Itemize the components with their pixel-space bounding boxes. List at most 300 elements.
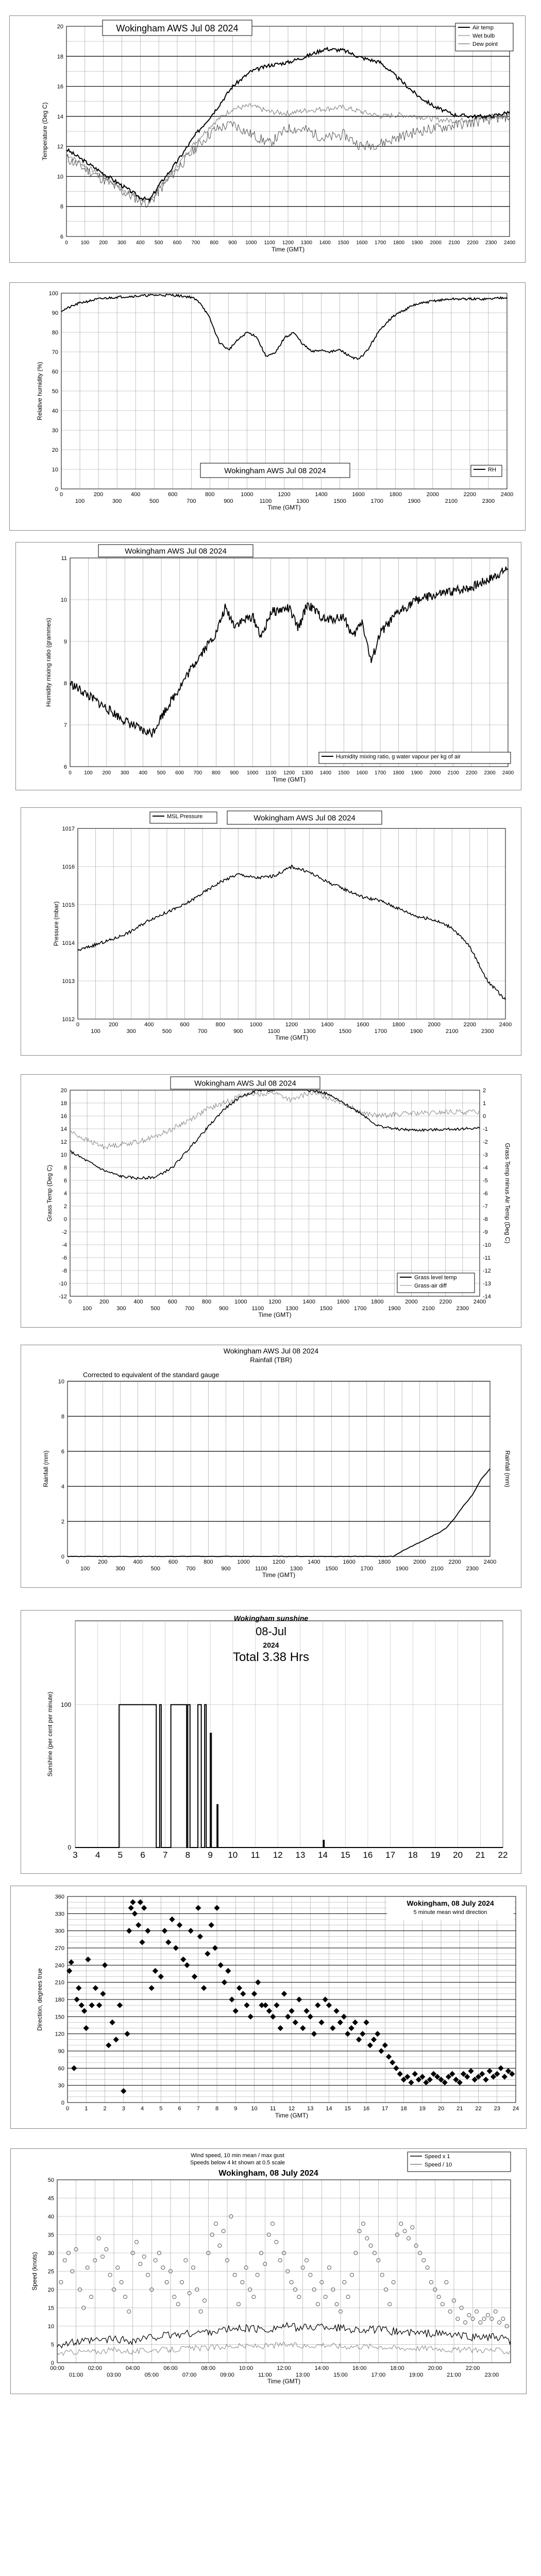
x-tick-label: 600	[168, 492, 178, 498]
y-tick-label: 20	[60, 1088, 67, 1094]
wind-direction-point	[240, 1991, 246, 1996]
y-tick-label: 4	[63, 1191, 67, 1197]
wind-direction-point	[225, 1968, 231, 1974]
legend-label: Grass level temp	[414, 1275, 457, 1281]
y-tick-label: -2	[62, 1229, 67, 1235]
y-tick-label: 10	[60, 597, 67, 603]
y-axis-label: Sunshine (per cent per minute)	[46, 1691, 54, 1777]
x-axis-label: Time (GMT)	[271, 246, 305, 253]
gust-point	[199, 2310, 202, 2313]
y-right-tick-label: -2	[483, 1139, 488, 1145]
y-tick-label: 10	[60, 1152, 67, 1158]
x-tick-label: 1400	[320, 1022, 334, 1028]
x-tick-label: 1200	[272, 1559, 285, 1565]
x-tick-label: 10	[228, 1850, 238, 1860]
gust-point	[403, 2229, 407, 2233]
x-tick-label: 20:00	[428, 2365, 443, 2371]
y-right-tick-label: 1	[483, 1100, 486, 1107]
wind-direction-point	[352, 2020, 358, 2025]
gust-point	[142, 2255, 146, 2259]
x-tick-label: 1200	[285, 1022, 298, 1028]
x-tick-label: 3	[73, 1850, 78, 1860]
x-tick-label: 7	[196, 2106, 200, 2112]
x-tick-label: 700	[193, 770, 202, 776]
y-axis-label: Humidity mixing ratio (grammes)	[45, 618, 52, 707]
x-tick-label: 400	[133, 1299, 143, 1305]
x-tick-label: 700	[185, 1566, 196, 1572]
x-tick-label: 8	[185, 1850, 191, 1860]
gust-point	[63, 2259, 66, 2262]
y-tick-label: 11	[61, 555, 67, 562]
gust-point	[290, 2280, 293, 2284]
gust-point	[362, 2222, 365, 2226]
x-tick-label: 200	[108, 1022, 119, 1028]
x-tick-label: 03:00	[107, 2372, 121, 2378]
x-tick-label: 2200	[448, 1559, 461, 1565]
wind-direction-point	[348, 2025, 354, 2031]
y-tick-label: 10	[58, 1379, 64, 1385]
x-tick-label: 300	[115, 1566, 125, 1572]
x-tick-label: 200	[99, 1299, 109, 1305]
x-tick-label: 2300	[456, 1306, 469, 1312]
gust-point	[105, 2247, 108, 2251]
y-tick-label: 0	[61, 1554, 64, 1560]
wind-direction-point	[274, 2002, 279, 2008]
wind-direction-point	[145, 1928, 150, 1934]
gust-point	[324, 2295, 327, 2299]
y-axis-label: Speed (knots)	[31, 2252, 38, 2291]
x-tick-label: 7	[163, 1850, 168, 1860]
x-tick-label: 20	[453, 1850, 463, 1860]
x-tick-label: 100	[91, 1028, 100, 1035]
x-tick-label: 5	[117, 1850, 123, 1860]
gust-point	[101, 2255, 105, 2259]
x-tick-label: 2100	[422, 1306, 435, 1312]
y-axis-label: Pressure (mbar)	[53, 901, 60, 946]
y-right-tick-label: -1	[483, 1126, 488, 1132]
chart-svg	[11, 1886, 526, 2128]
x-tick-label: 1100	[264, 240, 275, 246]
y-right-tick-label: -11	[483, 1255, 491, 1261]
gust-point	[146, 2273, 150, 2277]
grass-temperature-chart	[21, 1074, 521, 1328]
x-axis-label: Time (GMT)	[258, 1311, 292, 1318]
y-tick-label: 6	[63, 764, 67, 770]
x-tick-label: 2000	[428, 1022, 441, 1028]
gust-point	[309, 2273, 312, 2277]
humidity-mixing-ratio-chart	[15, 542, 521, 790]
y-tick-label: 6	[63, 1178, 67, 1184]
wind-direction-point	[308, 2014, 313, 2020]
y-tick-label: 70	[52, 349, 58, 355]
x-tick-label: 100	[82, 1306, 92, 1312]
x-tick-label: 1	[84, 2106, 88, 2112]
x-tick-label: 600	[168, 1559, 178, 1565]
y-right-axis-label: Rainfall (mm)	[504, 1450, 511, 1487]
wind-direction-point	[173, 1945, 179, 1951]
wind-direction-point	[315, 2002, 320, 2008]
y-tick-label: 100	[60, 1701, 71, 1708]
wind-direction-point	[233, 2008, 239, 2014]
x-axis-label: Time (GMT)	[275, 1034, 309, 1041]
x-tick-label: 20	[437, 2106, 445, 2112]
wind-direction-point	[89, 2002, 94, 2008]
wind-direction-point	[303, 2008, 309, 2014]
x-tick-label: 9	[208, 1850, 213, 1860]
sunshine-chart	[21, 1610, 521, 1874]
gust-point	[173, 2295, 176, 2299]
x-tick-label: 16:00	[352, 2365, 367, 2371]
x-tick-label: 21	[457, 2106, 463, 2112]
x-tick-label: 1500	[319, 1306, 333, 1312]
x-tick-label: 17:00	[371, 2372, 386, 2378]
x-tick-label: 1400	[308, 1559, 320, 1565]
x-tick-label: 1800	[371, 1299, 384, 1305]
wind-direction-point	[165, 1939, 171, 1945]
y-tick-label: 1014	[62, 940, 75, 946]
wind-direction-point	[96, 2002, 102, 2008]
gust-point	[275, 2240, 278, 2244]
y-tick-label: 16	[57, 83, 63, 90]
wind-direction-point	[296, 1996, 302, 2002]
y-tick-label: 16	[60, 1113, 67, 1120]
x-tick-label: 17	[385, 1850, 396, 1860]
x-tick-label: 1300	[300, 240, 312, 246]
gust-point	[86, 2266, 89, 2269]
x-tick-label: 9	[234, 2106, 238, 2112]
gust-point	[154, 2259, 157, 2262]
wind-direction-point	[289, 2008, 294, 2014]
x-tick-label: 800	[211, 770, 221, 776]
x-tick-label: 16	[363, 1850, 373, 1860]
wind-direction-point	[106, 2042, 111, 2048]
x-tick-label: 08:00	[201, 2365, 216, 2371]
chart-svg	[21, 808, 521, 1055]
y-axis-label: Rainfall (mm)	[42, 1450, 49, 1487]
x-tick-label: 22	[475, 2106, 482, 2112]
x-tick-label: 1600	[352, 492, 365, 498]
y-tick-label: 8	[63, 681, 67, 687]
wind-direction-point	[201, 1985, 207, 1991]
wind-direction-point	[236, 1985, 242, 1991]
x-tick-label: 100	[75, 498, 85, 504]
gust-point	[124, 2295, 127, 2299]
gust-point	[441, 2302, 445, 2306]
wind-direction-point	[412, 2071, 418, 2077]
y-tick-label: 120	[55, 2031, 64, 2038]
wind-direction-point	[293, 2020, 298, 2025]
y-tick-label: 90	[58, 2048, 64, 2055]
gust-point	[328, 2266, 331, 2269]
legend-label: MSL Pressure	[167, 814, 203, 820]
wind-direction-point	[300, 2025, 306, 2031]
wind-direction-point	[124, 2031, 130, 2037]
wind-direction-point	[74, 1996, 79, 2002]
x-tick-label: 1000	[247, 770, 259, 776]
x-tick-label: 2100	[446, 1028, 459, 1035]
gust-point	[498, 2320, 501, 2324]
gust-point	[278, 2259, 282, 2262]
x-tick-label: 11	[270, 2106, 276, 2112]
gust-point	[494, 2310, 497, 2313]
x-tick-label: 2100	[431, 1566, 444, 1572]
x-tick-label: 21	[475, 1850, 485, 1860]
sunshine-total: Total 3.38 Hrs	[232, 1650, 310, 1664]
wind-direction-point	[386, 2054, 392, 2059]
x-tick-label: 800	[210, 240, 219, 246]
chart-subtitle: Wind speed, 10 min mean / max gust	[191, 2153, 284, 2159]
wind-direction-point	[222, 1979, 227, 1985]
gust-point	[184, 2259, 188, 2262]
gust-point	[350, 2273, 354, 2277]
y-tick-label: 18	[57, 54, 63, 60]
y-axis-label: Temperature (Deg C)	[41, 102, 48, 161]
y-tick-label: 7	[63, 722, 67, 728]
wind-direction-point	[212, 1945, 218, 1951]
y-tick-label: 50	[52, 388, 58, 395]
wind-direction-point	[345, 2031, 350, 2037]
x-tick-label: 100	[84, 770, 93, 776]
y-tick-label: 0	[50, 2360, 54, 2366]
y-tick-label: 80	[52, 330, 58, 336]
y-tick-label: 30	[47, 2250, 54, 2257]
chart-year: 2024	[263, 1641, 279, 1649]
gust-point	[467, 2313, 471, 2317]
x-tick-label: 1100	[259, 498, 272, 504]
chart-title: Wokingham AWS Jul 08 2024	[125, 547, 227, 556]
x-tick-label: 1500	[325, 1566, 338, 1572]
gust-point	[97, 2236, 100, 2240]
x-tick-label: 18:00	[390, 2365, 404, 2371]
y-tick-label: 2	[63, 1204, 67, 1210]
x-tick-label: 5	[159, 2106, 163, 2112]
x-tick-label: 2200	[439, 1299, 452, 1305]
wind-direction-point	[208, 1922, 214, 1928]
x-tick-label: 2100	[447, 770, 459, 776]
y-tick-label: 1015	[62, 902, 75, 908]
x-tick-label: 1900	[411, 770, 423, 776]
x-tick-label: 1700	[360, 1566, 374, 1572]
x-tick-label: 19	[430, 1850, 441, 1860]
wind-direction-point	[192, 1974, 197, 1979]
y-right-tick-label: 2	[483, 1088, 486, 1094]
x-tick-label: 300	[116, 1306, 126, 1312]
x-tick-label: 19	[419, 2106, 426, 2112]
wind-direction-point	[285, 2014, 291, 2020]
wind-direction-point	[363, 2020, 369, 2025]
x-tick-label: 600	[180, 1022, 190, 1028]
sunshine-trace	[75, 1705, 503, 1848]
y-tick-label: 20	[57, 24, 63, 30]
wind-direction-point	[205, 1951, 210, 1956]
x-tick-label: 2400	[473, 1299, 486, 1305]
chart-title: Wokingham, 08 July 2024	[218, 2169, 318, 2178]
x-tick-label: 1800	[389, 492, 402, 498]
gust-point	[482, 2317, 486, 2320]
wind-direction-point	[371, 2037, 377, 2042]
wind-direction-point	[382, 2042, 388, 2048]
x-tick-label: 1700	[375, 240, 386, 246]
wind-direction-point	[318, 2020, 324, 2025]
gust-point	[233, 2273, 236, 2277]
x-tick-label: 09:00	[220, 2372, 234, 2378]
x-tick-label: 300	[126, 1028, 136, 1035]
y-tick-label: 0	[67, 1844, 71, 1851]
y-tick-label: 240	[55, 1962, 64, 1969]
y-tick-label: 14	[57, 113, 63, 120]
wind-direction-point	[121, 2088, 126, 2094]
x-tick-label: 1500	[333, 498, 346, 504]
gust-point	[120, 2280, 123, 2284]
y-right-tick-label: -6	[483, 1191, 488, 1197]
x-tick-label: 500	[157, 770, 166, 776]
gust-point	[271, 2222, 275, 2226]
x-tick-label: 1900	[410, 1028, 423, 1035]
x-tick-label: 1000	[237, 1559, 250, 1565]
y-right-tick-label: -9	[483, 1229, 488, 1235]
x-tick-label: 1500	[338, 770, 350, 776]
wind-direction-point	[71, 2065, 77, 2071]
x-tick-label: 2000	[430, 240, 442, 246]
gust-point	[237, 2302, 241, 2306]
x-tick-label: 15:00	[333, 2372, 348, 2378]
x-tick-label: 05:00	[144, 2372, 159, 2378]
wind-direction-point	[229, 1996, 234, 2002]
wind-direction-point	[100, 1991, 106, 1996]
gust-point	[346, 2295, 350, 2299]
gust-point	[430, 2280, 433, 2284]
y-axis-label: Grass Temp (Deg C)	[46, 1165, 53, 1222]
wind-direction-point	[244, 2002, 249, 2008]
x-tick-label: 100	[80, 1566, 90, 1572]
y-tick-label: 40	[47, 2214, 54, 2220]
y-tick-label: 18	[60, 1100, 67, 1107]
y-tick-label: 20	[47, 2287, 54, 2293]
x-tick-label: 18	[400, 2106, 407, 2112]
wind-direction-point	[408, 2079, 414, 2085]
chart-svg	[16, 543, 521, 790]
wind-direction-point	[177, 1922, 182, 1928]
wind-direction-point	[76, 1985, 81, 1991]
chart-svg	[10, 283, 525, 530]
x-tick-label: 12	[273, 1850, 283, 1860]
x-tick-label: 4	[95, 1850, 100, 1860]
y-tick-label: 45	[47, 2195, 54, 2202]
x-tick-label: 300	[112, 498, 122, 504]
x-tick-label: 1600	[336, 1299, 350, 1305]
x-tick-label: 2400	[502, 770, 514, 776]
wind-direction-point	[367, 2042, 373, 2048]
y-tick-label: 0	[55, 486, 58, 493]
gust-point	[365, 2236, 369, 2240]
x-tick-label: 1200	[278, 492, 291, 498]
wind-direction-point	[218, 1962, 224, 1968]
x-tick-label: 1600	[356, 770, 368, 776]
x-tick-label: 1700	[353, 1306, 367, 1312]
x-tick-label: 12	[288, 2106, 295, 2112]
chart-svg	[21, 1345, 521, 1587]
x-axis-label: Time (GMT)	[272, 776, 306, 783]
gust-point	[475, 2310, 479, 2313]
x-tick-label: 22:00	[465, 2365, 480, 2371]
wind-direction-point	[102, 1962, 108, 1968]
x-tick-label: 600	[175, 770, 184, 776]
wind-speed-chart	[10, 2148, 527, 2394]
x-tick-label: 0	[65, 1559, 70, 1565]
wind-direction-point	[251, 1991, 257, 1996]
x-tick-label: 700	[184, 1306, 195, 1312]
gust-point	[456, 2317, 460, 2320]
gust-point	[297, 2295, 301, 2299]
x-tick-label: 23	[494, 2106, 500, 2112]
wind-direction-point	[158, 1974, 164, 1979]
wind-direction-point	[502, 2074, 508, 2079]
y-tick-label: 12	[60, 1139, 67, 1145]
x-tick-label: 2200	[466, 770, 478, 776]
x-tick-label: 1600	[343, 1559, 356, 1565]
x-tick-label: 600	[167, 1299, 177, 1305]
wind-direction-point	[197, 1934, 203, 1939]
legend-label: Dew point	[472, 41, 498, 47]
chart-svg	[21, 1075, 521, 1327]
y-right-tick-label: -12	[483, 1268, 491, 1274]
gust-point	[399, 2222, 403, 2226]
y-tick-label: 60	[52, 369, 58, 375]
x-tick-label: 22	[498, 1850, 508, 1860]
x-tick-label: 200	[98, 1559, 108, 1565]
wind-direction-point	[148, 1985, 154, 1991]
y-tick-label: -12	[59, 1294, 67, 1300]
gust-point	[369, 2244, 373, 2247]
x-axis-label: Time (GMT)	[267, 504, 301, 511]
x-tick-label: 1400	[302, 1299, 315, 1305]
x-tick-label: 600	[173, 240, 182, 246]
y-tick-label: 0	[61, 2100, 64, 2106]
gust-point	[90, 2295, 93, 2299]
y-tick-label: -6	[62, 1255, 67, 1261]
x-tick-label: 2300	[482, 498, 495, 504]
gust-point	[437, 2295, 441, 2299]
x-tick-label: 6	[140, 1850, 145, 1860]
wind-direction-point	[487, 2068, 493, 2074]
wind-direction-point	[378, 2048, 384, 2054]
y-tick-label: 20	[52, 447, 58, 453]
x-tick-label: 4	[140, 2106, 144, 2112]
x-tick-label: 400	[136, 240, 145, 246]
y-tick-label: 35	[47, 2232, 54, 2239]
wind-direction-point	[130, 1899, 136, 1905]
wind-direction-point	[397, 2071, 403, 2077]
chart-title: Wokingham AWS Jul 08 2024	[223, 1347, 319, 1355]
wind-direction-point	[278, 2025, 283, 2031]
legend-label: Speed / 10	[425, 2162, 452, 2168]
y-tick-label: -10	[59, 1281, 67, 1287]
x-tick-label: 1600	[356, 240, 368, 246]
x-tick-label: 1300	[301, 770, 313, 776]
x-tick-label: 2400	[503, 240, 516, 246]
y-tick-label: 2	[61, 1519, 64, 1525]
wind-direction-point	[281, 1991, 287, 1996]
x-tick-label: 2200	[463, 1022, 477, 1028]
y-right-tick-label: -8	[483, 1216, 488, 1223]
wind-direction-point	[390, 2060, 395, 2065]
x-tick-label: 13	[307, 2106, 314, 2112]
gust-point	[203, 2299, 207, 2302]
x-tick-label: 21:00	[447, 2372, 461, 2378]
y-tick-label: 6	[61, 1449, 64, 1455]
x-tick-label: 300	[117, 240, 126, 246]
wind-direction-point	[117, 2002, 123, 2008]
